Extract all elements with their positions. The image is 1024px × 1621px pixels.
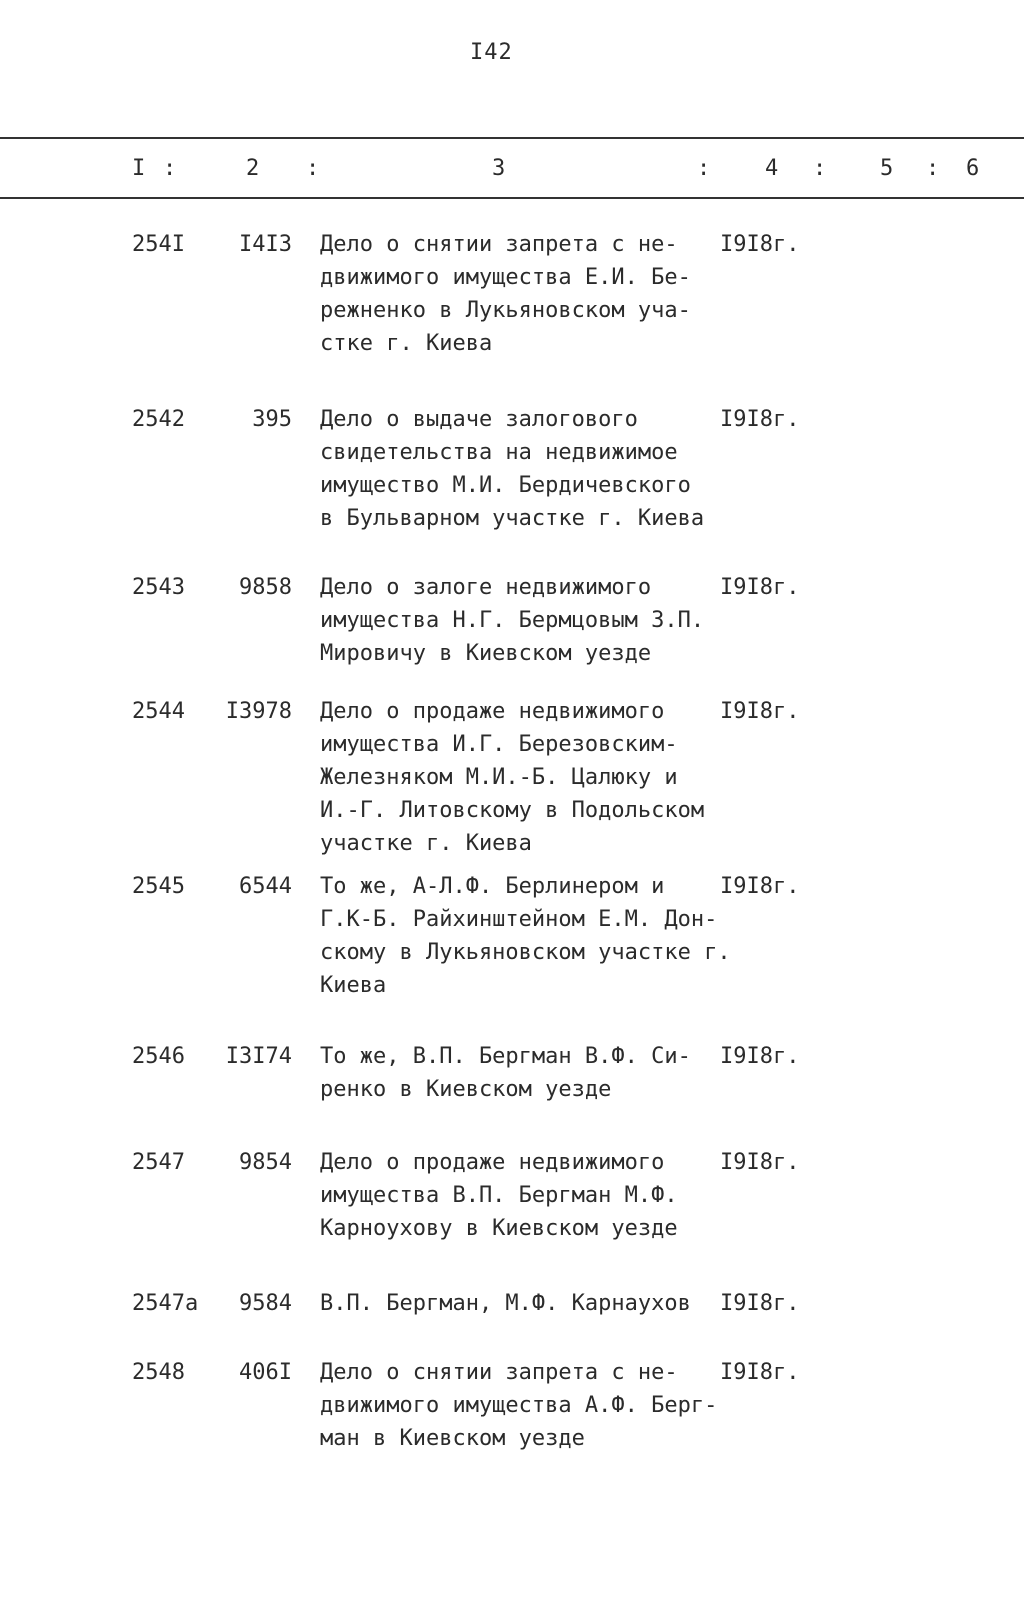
page-number: I42 [470,40,513,65]
case-title-line: стке г. Киева [320,331,493,356]
case-title [320,228,720,360]
case-number: 9854 [239,1150,292,1175]
case-title-line: имущество М.И. Бердичевского [320,473,691,498]
case-year: I9I8г. [720,699,800,724]
case-title-line: в Бульварном участке г. Киева [320,506,705,531]
header-col-3: 3 [492,156,506,181]
case-title-line: ренко в Киевском уезде [320,1077,612,1102]
case-title-line: Железняком М.И.-Б. Цалюку и [320,765,678,790]
inventory-number: 2545 [132,874,185,899]
case-year: I9I8г. [720,1291,800,1316]
case-title-line: Дело о выдаче залогового [320,407,638,432]
inventory-number: 2548 [132,1360,185,1385]
case-title-line: Дело о продаже недвижимого [320,699,665,724]
case-number: 9584 [239,1291,292,1316]
case-title-line: То же, А-Л.Ф. Берлинером и [320,874,665,899]
case-title [320,695,720,860]
case-title [320,1287,720,1320]
case-title-line: Дело о снятии запрета с не- [320,1360,678,1385]
case-title [320,1146,720,1245]
inventory-number: 254I [132,232,185,257]
header-separator: : [813,156,827,181]
header-separator: : [306,156,320,181]
case-title-line: ман в Киевском уезде [320,1426,585,1451]
case-title-line: То же, В.П. Бергман В.Ф. Си- [320,1044,691,1069]
case-title-line: И.-Г. Литовскому в Подольском [320,798,705,823]
case-title-line: Киева [320,973,387,998]
header-top-rule [0,137,1024,139]
inventory-number: 2542 [132,407,185,432]
header-col-4: 4 [765,156,779,181]
header-separator: : [163,156,177,181]
case-year: I9I8г. [720,575,800,600]
inventory-number: 2544 [132,699,185,724]
case-number: 406I [239,1360,292,1385]
case-title-line: участке г. Киева [320,831,532,856]
case-year: I9I8г. [720,874,800,899]
header-col-6: 6 [966,156,980,181]
case-title-line: режненко в Лукьяновском уча- [320,298,691,323]
header-bottom-rule [0,197,1024,199]
case-title-line: Дело о снятии запрета с не- [320,232,678,257]
case-title-line: имущества Н.Г. Бермцовым З.П. [320,608,705,633]
case-number: 6544 [239,874,292,899]
case-year: I9I8г. [720,407,800,432]
case-title-line: движимого имущества А.Ф. Берг- [320,1393,718,1418]
case-title-line: Г.К-Б. Райхинштейном Е.М. Дон- [320,907,718,932]
case-number: 395 [252,407,292,432]
case-year: I9I8г. [720,232,800,257]
case-title-line: Мировичу в Киевском уезде [320,641,652,666]
header-col-1: I [132,156,146,181]
case-title [320,1040,720,1106]
case-title-line: В.П. Бергман, М.Ф. Карнаухов [320,1291,691,1316]
inventory-number: 2547а [132,1291,199,1316]
case-year: I9I8г. [720,1044,800,1069]
case-title-line: движимого имущества Е.И. Бе- [320,265,691,290]
inventory-number: 2546 [132,1044,185,1069]
case-title [320,403,720,535]
header-col-5: 5 [880,156,894,181]
case-title-line: Дело о залоге недвижимого [320,575,652,600]
case-title [320,571,720,670]
case-title-line: Карноухову в Киевском уезде [320,1216,678,1241]
inventory-number: 2543 [132,575,185,600]
inventory-number: 2547 [132,1150,185,1175]
case-title [320,1356,720,1455]
case-title-line: имущества И.Г. Березовским- [320,732,678,757]
case-number: 9858 [239,575,292,600]
header-col-2: 2 [246,156,260,181]
case-number: I3I74 [225,1044,292,1069]
header-separator: : [926,156,940,181]
case-title-line: скому в Лукьяновском участке г. [320,940,731,965]
header-separator: : [697,156,711,181]
column-header-row [0,156,1024,190]
case-year: I9I8г. [720,1150,800,1175]
case-title-line: свидетельства на недвижимое [320,440,678,465]
case-title [320,870,731,1002]
case-number: I3978 [225,699,292,724]
case-title-line: имущества В.П. Бергман М.Ф. [320,1183,678,1208]
case-year: I9I8г. [720,1360,800,1385]
case-number: I4I3 [239,232,292,257]
case-title-line: Дело о продаже недвижимого [320,1150,665,1175]
